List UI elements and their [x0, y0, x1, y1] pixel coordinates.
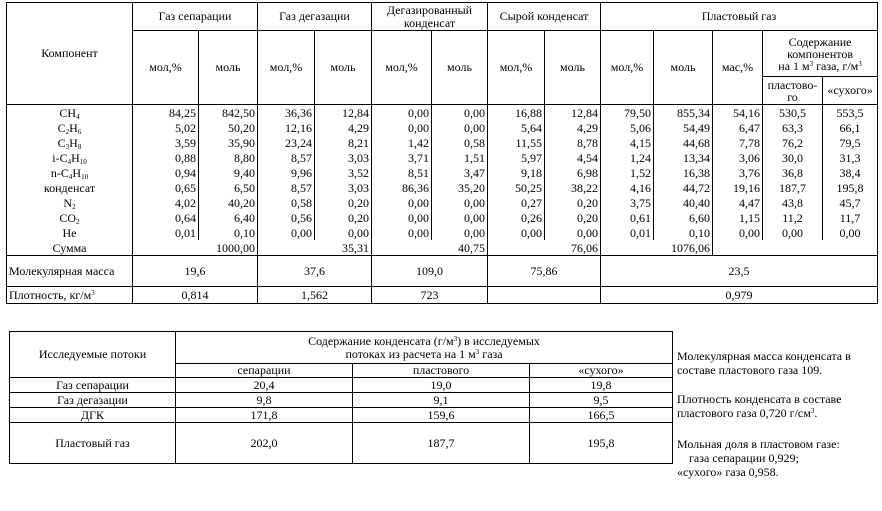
component-name: $C_3H_8$ [7, 135, 133, 150]
table-cell: 8,21 [315, 135, 372, 150]
table-cell: 23,24 [258, 135, 315, 150]
table-cell: 187,7 [763, 180, 823, 195]
table-cell: 0,00 [372, 120, 432, 135]
unit-mol: моль [315, 31, 372, 105]
table-cell: 3,76 [713, 165, 763, 180]
table-row [10, 423, 673, 464]
table-cell: 35,20 [432, 180, 488, 195]
table-cell: 4,54 [545, 150, 601, 165]
table-cell: 3,06 [713, 150, 763, 165]
unit-mol: моль [654, 31, 713, 105]
table-cell: 4,15 [601, 135, 654, 150]
table-cell: 5,64 [488, 120, 545, 135]
density-label: Плотность, $кг/м^3$ [7, 287, 133, 304]
dry-header: «сухого» [823, 77, 878, 105]
table-cell: 30,0 [763, 150, 823, 165]
stream-label: Газ дегазации [10, 393, 176, 408]
table-cell: 1,15 [713, 210, 763, 225]
component-name: $C_2H_6$ [7, 120, 133, 135]
table-cell: 5,02 [133, 120, 199, 135]
note-mole-fraction-dry: «сухого» газа 0,958. [677, 465, 779, 479]
table-cell: 38,4 [823, 165, 878, 180]
table-cell: 31,3 [823, 150, 878, 165]
table-cell: 0,00 [258, 225, 315, 240]
table-cell: 1,24 [601, 150, 654, 165]
group-header-degassed-condensate: Дегазированный конденсат [372, 3, 488, 31]
content-label-4: газа [479, 346, 503, 361]
table-cell: 0,10 [199, 225, 258, 240]
plast-header: пластово-го [763, 77, 823, 105]
note-molar-mass: Молекулярная масса конденсата в составе пластового газа 109. [677, 349, 851, 377]
table-cell: 0,00 [488, 225, 545, 240]
table-row [7, 165, 878, 180]
stream-label: ДГК [10, 408, 176, 423]
table-cell: 54,49 [654, 120, 713, 135]
table-cell: 3,59 [133, 135, 199, 150]
table-cell: 553,5 [823, 105, 878, 121]
component-name: конденсат [7, 180, 133, 195]
table-cell: 8,57 [258, 180, 315, 195]
unit-mol: моль [432, 31, 488, 105]
table-cell: 0,20 [315, 210, 372, 225]
sum-degassed-condensate: 40,75 [372, 240, 488, 256]
unit-mol-pct: мол,% [601, 31, 654, 105]
table-cell: 50,25 [488, 180, 545, 195]
table-cell: 0,01 [133, 225, 199, 240]
table-cell: 9,1 [353, 393, 530, 408]
table-cell: 50,20 [199, 120, 258, 135]
condensate-content-table [9, 331, 673, 464]
table-cell: 3,03 [315, 150, 372, 165]
table-cell: 0,00 [823, 225, 878, 240]
table-cell: 0,00 [545, 225, 601, 240]
sum-raw-condensate: 76,06 [488, 240, 601, 256]
table-cell: 45,7 [823, 195, 878, 210]
table-cell: 8,51 [372, 165, 432, 180]
table-cell: 44,72 [654, 180, 713, 195]
note-mole-fraction-title: Мольная доля в пластовом газе: [677, 437, 840, 451]
sum-separation: 1000,00 [133, 240, 258, 256]
table-cell: 0,56 [258, 210, 315, 225]
table-cell: 0,20 [315, 195, 372, 210]
sum-empty [713, 240, 878, 256]
group-header-reservoir-gas: Пластовый газ [601, 3, 878, 31]
table-cell: 0,00 [372, 195, 432, 210]
table-cell: 0,20 [545, 210, 601, 225]
table-cell: 54,16 [713, 105, 763, 121]
table-cell: 86,36 [372, 180, 432, 195]
table-cell: 8,80 [199, 150, 258, 165]
table-row [7, 120, 878, 135]
table-cell: 4,02 [133, 195, 199, 210]
table-cell: 4,29 [315, 120, 372, 135]
table-cell: 36,8 [763, 165, 823, 180]
table-cell: 40,20 [199, 195, 258, 210]
component-name: $CO_2$ [7, 210, 133, 225]
table-cell: 12,16 [258, 120, 315, 135]
table-cell: 6,50 [199, 180, 258, 195]
content-label: Содержание конденсата (г/м [308, 333, 454, 348]
table-cell: 0,61 [601, 210, 654, 225]
table-cell: 12,84 [315, 105, 372, 121]
table-cell: 195,8 [823, 180, 878, 195]
table-cell: 63,3 [763, 120, 823, 135]
table-cell: 0,00 [372, 225, 432, 240]
table-cell: 44,68 [654, 135, 713, 150]
table-cell: 3,75 [601, 195, 654, 210]
table-row [7, 135, 878, 150]
density-degassing: 1,562 [258, 287, 372, 304]
group-header-raw-condensate: Сырой конденсат [488, 3, 601, 31]
table-cell: 9,18 [488, 165, 545, 180]
table-row [7, 210, 878, 225]
component-name: $N_2$ [7, 195, 133, 210]
table-cell: 6,40 [199, 210, 258, 225]
table-cell: 0,00 [372, 105, 432, 121]
table-cell: 0,20 [545, 195, 601, 210]
table-cell: 0,01 [601, 225, 654, 240]
table-cell: 8,57 [258, 150, 315, 165]
col-reservoir: пластового [353, 364, 530, 378]
density-raw-condensate [488, 287, 601, 304]
table-cell: 0,65 [133, 180, 199, 195]
group-header-degassing: Газ дегазации [258, 3, 372, 31]
table-cell: 16,38 [654, 165, 713, 180]
table-cell: 13,34 [654, 150, 713, 165]
condensate-content-header: Содержание конденсата $(г/м^3)$ в исследуемых потоках из расчета на 1 $м^3$ газа [176, 332, 673, 364]
table-cell: 3,71 [372, 150, 432, 165]
table-cell: 40,40 [654, 195, 713, 210]
molar-mass-separation: 19,6 [133, 256, 258, 287]
density-separation: 0,814 [133, 287, 258, 304]
density-row [7, 287, 878, 304]
table-cell: 9,8 [176, 393, 353, 408]
content-per-m3-header: Содержание компонентов на 1 $м^3$ газа, $г/м^3$ [763, 31, 878, 77]
note-mole-fraction-sep: газа сепарации 0,929; [689, 451, 799, 465]
component-name: He [7, 225, 133, 240]
molar-mass-label: Молекулярная масса [7, 256, 133, 287]
table-cell: 1,52 [601, 165, 654, 180]
note-density: Плотность конденсата в составе пластового газа 0,720 $г/см^3$. [677, 392, 842, 420]
table-cell: 19,0 [353, 378, 530, 393]
table-cell: 19,16 [713, 180, 763, 195]
stream-label: Пластовый газ [10, 423, 176, 464]
table-cell: 530,5 [763, 105, 823, 121]
table-row [7, 180, 878, 195]
table-cell: 3,03 [315, 180, 372, 195]
table-cell: 9,96 [258, 165, 315, 180]
unit-mol-pct: мол,% [258, 31, 315, 105]
table-cell: 38,22 [545, 180, 601, 195]
table-cell: 1,42 [372, 135, 432, 150]
component-name: $n-C_4H_{10}$ [7, 165, 133, 180]
table-cell: 36,36 [258, 105, 315, 121]
molar-mass-raw-condensate: 75,86 [488, 256, 601, 287]
molar-mass-row [7, 256, 878, 287]
table-cell: 0,94 [133, 165, 199, 180]
table-cell: 187,7 [353, 423, 530, 464]
molar-mass-reservoir: 23,5 [601, 256, 878, 287]
table-row [10, 408, 673, 423]
table-cell: 20,4 [176, 378, 353, 393]
streams-header: Исследуемые потоки [10, 332, 176, 378]
composition-table [6, 2, 878, 304]
content-label-3: потоках из расчета на 1 м [345, 346, 476, 361]
table-cell: 0,00 [432, 210, 488, 225]
table-row [10, 393, 673, 408]
table-cell: 11,2 [763, 210, 823, 225]
table-cell: 4,16 [601, 180, 654, 195]
table-cell: 1,51 [432, 150, 488, 165]
table-row [10, 378, 673, 393]
table-row [7, 225, 878, 240]
table-cell: 3,47 [432, 165, 488, 180]
table-cell: 4,29 [545, 120, 601, 135]
table-cell: 202,0 [176, 423, 353, 464]
table-cell: 6,98 [545, 165, 601, 180]
table-row [7, 195, 878, 210]
unit-mas-pct: мас,% [713, 31, 763, 105]
sum-label: Сумма [7, 240, 133, 256]
stream-label: Газ сепарации [10, 378, 176, 393]
table-cell: 5,97 [488, 150, 545, 165]
table-cell: 12,84 [545, 105, 601, 121]
table-cell: 195,8 [530, 423, 673, 464]
sum-reservoir: 1076,06 [601, 240, 713, 256]
col-separation: сепарации [176, 364, 353, 378]
molar-mass-degassing: 37,6 [258, 256, 372, 287]
note-mole-fraction [677, 437, 877, 479]
table-cell: 84,25 [133, 105, 199, 121]
table-cell: 16,88 [488, 105, 545, 121]
table-cell: 11,7 [823, 210, 878, 225]
table-cell: 842,50 [199, 105, 258, 121]
table-cell: 76,2 [763, 135, 823, 150]
table-cell: 171,8 [176, 408, 353, 423]
table-cell: 0,64 [133, 210, 199, 225]
table-row [7, 150, 878, 165]
unit-mol: моль [545, 31, 601, 105]
table-cell: 6,47 [713, 120, 763, 135]
sum-degassing: 35,31 [258, 240, 372, 256]
table-cell: 3,52 [315, 165, 372, 180]
table-cell: 11,55 [488, 135, 545, 150]
unit-mol-pct: мол,% [372, 31, 432, 105]
table-cell: 0,00 [432, 120, 488, 135]
table-cell: 0,00 [432, 195, 488, 210]
table-cell: 0,58 [432, 135, 488, 150]
component-name: $i-C_4H_{10}$ [7, 150, 133, 165]
content-unit-label: газа, г/м [813, 58, 859, 73]
table-cell: 855,34 [654, 105, 713, 121]
table-cell: 7,78 [713, 135, 763, 150]
table-cell: 5,06 [601, 120, 654, 135]
table-cell: 0,00 [432, 225, 488, 240]
table-cell: 0,00 [763, 225, 823, 240]
density-degassed-condensate: 723 [372, 287, 488, 304]
table-cell: 35,90 [199, 135, 258, 150]
table-cell: 0,00 [713, 225, 763, 240]
content-label: Содержание компонентов [787, 34, 853, 61]
table-cell: 4,47 [713, 195, 763, 210]
table-cell: 0,00 [432, 105, 488, 121]
note-density-text: Плотность конденсата в составе пластового газа 0,720 г/см [677, 392, 842, 420]
unit-mol-pct: мол,% [488, 31, 545, 105]
table-cell: 0,26 [488, 210, 545, 225]
table-cell: 0,58 [258, 195, 315, 210]
table-cell: 0,88 [133, 150, 199, 165]
unit-mol: моль [199, 31, 258, 105]
table-cell: 166,5 [530, 408, 673, 423]
table-cell: 9,5 [530, 393, 673, 408]
table-cell: 79,50 [601, 105, 654, 121]
table-cell: 159,6 [353, 408, 530, 423]
content-per-label: на 1 м [778, 58, 810, 73]
col-dry: «сухого» [530, 364, 673, 378]
content-label-2: ) в исследуемых [457, 333, 540, 348]
table-cell: 79,5 [823, 135, 878, 150]
table-cell: 0,10 [654, 225, 713, 240]
table-cell: 0,00 [315, 225, 372, 240]
density-reservoir: 0,979 [601, 287, 878, 304]
group-header-separation: Газ сепарации [133, 3, 258, 31]
sum-row [7, 240, 878, 256]
table-cell: 0,00 [372, 210, 432, 225]
molar-mass-degassed-condensate: 109,0 [372, 256, 488, 287]
component-header: Компонент [7, 3, 133, 105]
table-cell: 9,40 [199, 165, 258, 180]
table-cell: 8,78 [545, 135, 601, 150]
table-cell: 0,27 [488, 195, 545, 210]
table-cell: 43,8 [763, 195, 823, 210]
table-cell: 6,60 [654, 210, 713, 225]
table-cell: 19,8 [530, 378, 673, 393]
table-row [7, 105, 878, 121]
table-cell: 66,1 [823, 120, 878, 135]
unit-mol-pct: мол,% [133, 31, 199, 105]
component-name: $CH_4$ [7, 105, 133, 121]
